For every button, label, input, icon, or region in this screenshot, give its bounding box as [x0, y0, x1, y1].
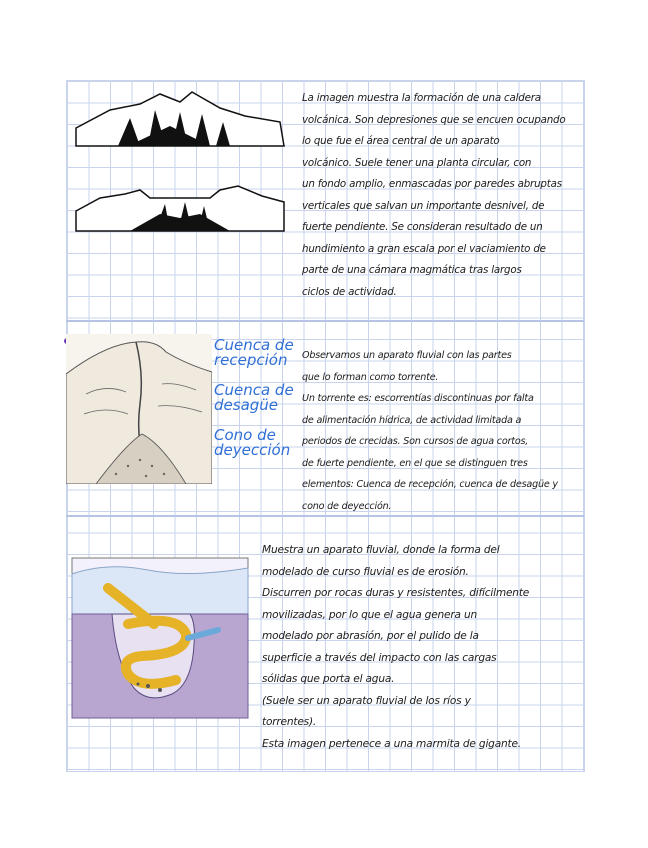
section-divider — [66, 320, 584, 322]
caldera-diagram — [70, 86, 290, 246]
kettle-description: Muestra un aparato fluvial, donde la forma del modelado de curso fluvial es de erosión. Discurren por rocas duras y resistentes, difícilmente movilizadas, por lo que el agua genera un modelado por abrasión, por el pulido de la superficie a través del impacto con las cargas sólidas que porta el agua. (Suele ser un aparato fluvial de los ríos y torrentes). Esta imagen pertenece a una marmita de gigante. — [262, 544, 530, 750]
torrent-description: Observamos un aparato fluvial con las partes que lo forman como torrente. Un torrente es: escorrentías discontinuas por falta de alimentación hídrica, de actividad limitada a periodos de crecidas. Son cursos de agua cortos, de fuerte pendiente, en el que se distinguen tres elementos: Cuenca de recepción, cuenca de desagüe y cono de deyección. — [302, 350, 558, 512]
label-cone: Cono de deyección — [214, 426, 291, 459]
torrent-illustration — [66, 334, 212, 484]
torrent-labels — [214, 338, 294, 473]
kettle-illustration — [68, 534, 254, 724]
label-drain: Cuenca de desagüe — [214, 381, 294, 414]
label-reception: Cuenca de recepción — [214, 336, 294, 369]
caldera-description: La imagen muestra la formación de una caldera volcánica. Son depresiones que se encuen ocupando lo que fue el área central de un aparato volcánico. Suele tener una planta circular, con un fondo amplio, enmascadas por paredes abruptas verticales que salvan un importante desnivel, de fuerte pendiente. Se consideran resultado de un hundimiento a gran escala por el vaciamiento de parte de una cámara magmática tras largos ciclos de actividad. — [302, 92, 566, 298]
